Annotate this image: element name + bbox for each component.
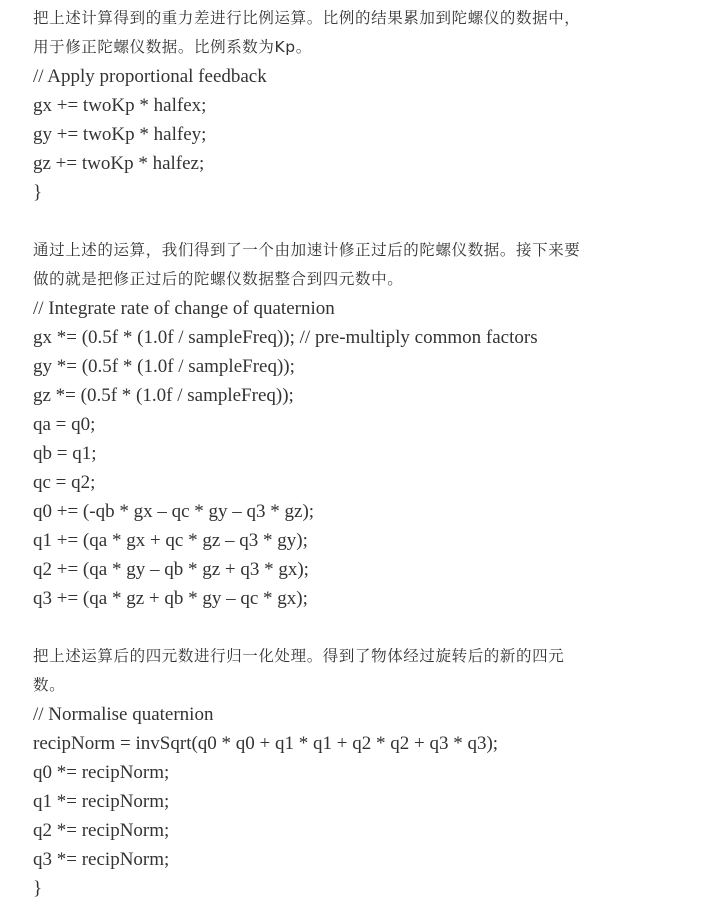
- paragraph-block: [33, 642, 713, 903]
- paragraph-block: [33, 236, 713, 613]
- code-comment-line: // Normalise quaternion: [33, 704, 214, 725]
- code-comment-line: // Integrate rate of change of quaternion: [33, 298, 335, 319]
- code-line: recipNorm = invSqrt(q0 * q0 + q1 * q1 + q2 * q2 + q3 * q3);: [33, 733, 499, 754]
- code-line: q1 += (qa * gx + qc * gz – q3 * gy);: [33, 530, 308, 551]
- code-line: q3 += (qa * gz + qb * gy – qc * gx);: [33, 588, 308, 609]
- code-line: gy *= (0.5f * (1.0f / sampleFreq));: [33, 356, 295, 377]
- paragraph-spacer: [33, 207, 713, 236]
- code-line: q0 += (-qb * gx – qc * gy – q3 * gz);: [33, 501, 315, 522]
- code-line: gy += twoKp * halfey;: [33, 124, 207, 145]
- prose-line: 用于修正陀螺仪数据。比例系数为Kp。: [33, 38, 312, 56]
- prose-line: 数。: [33, 676, 66, 694]
- prose-line: 通过上述的运算，我们得到了一个由加速计修正过后的陀螺仪数据。接下来要: [33, 241, 581, 259]
- code-line: q1 *= recipNorm;: [33, 791, 170, 812]
- code-line: q2 += (qa * gy – qb * gz + q3 * gx);: [33, 559, 309, 580]
- code-line: gx += twoKp * halfex;: [33, 95, 207, 116]
- article-body: [33, 4, 713, 903]
- code-comment-line: // Apply proportional feedback: [33, 66, 267, 87]
- code-line: }: [33, 878, 43, 899]
- paragraph-block: [33, 4, 713, 207]
- code-line: q2 *= recipNorm;: [33, 820, 170, 841]
- code-line: gx *= (0.5f * (1.0f / sampleFreq)); // pre-multiply common factors: [33, 327, 538, 348]
- prose-line: 把上述计算得到的重力差进行比例运算。比例的结果累加到陀螺仪的数据中，: [33, 9, 581, 27]
- code-line: gz += twoKp * halfez;: [33, 153, 205, 174]
- paragraph-spacer: [33, 613, 713, 642]
- prose-line: 做的就是把修正过后的陀螺仪数据整合到四元数中。: [33, 270, 404, 288]
- code-line: gz *= (0.5f * (1.0f / sampleFreq));: [33, 385, 294, 406]
- code-line: qc = q2;: [33, 472, 96, 493]
- code-line: q0 *= recipNorm;: [33, 762, 170, 783]
- code-line: q3 *= recipNorm;: [33, 849, 170, 870]
- code-line: qb = q1;: [33, 443, 97, 464]
- code-line: qa = q0;: [33, 414, 96, 435]
- prose-line: 把上述运算后的四元数进行归一化处理。得到了物体经过旋转后的新的四元: [33, 647, 565, 665]
- code-line: }: [33, 182, 43, 203]
